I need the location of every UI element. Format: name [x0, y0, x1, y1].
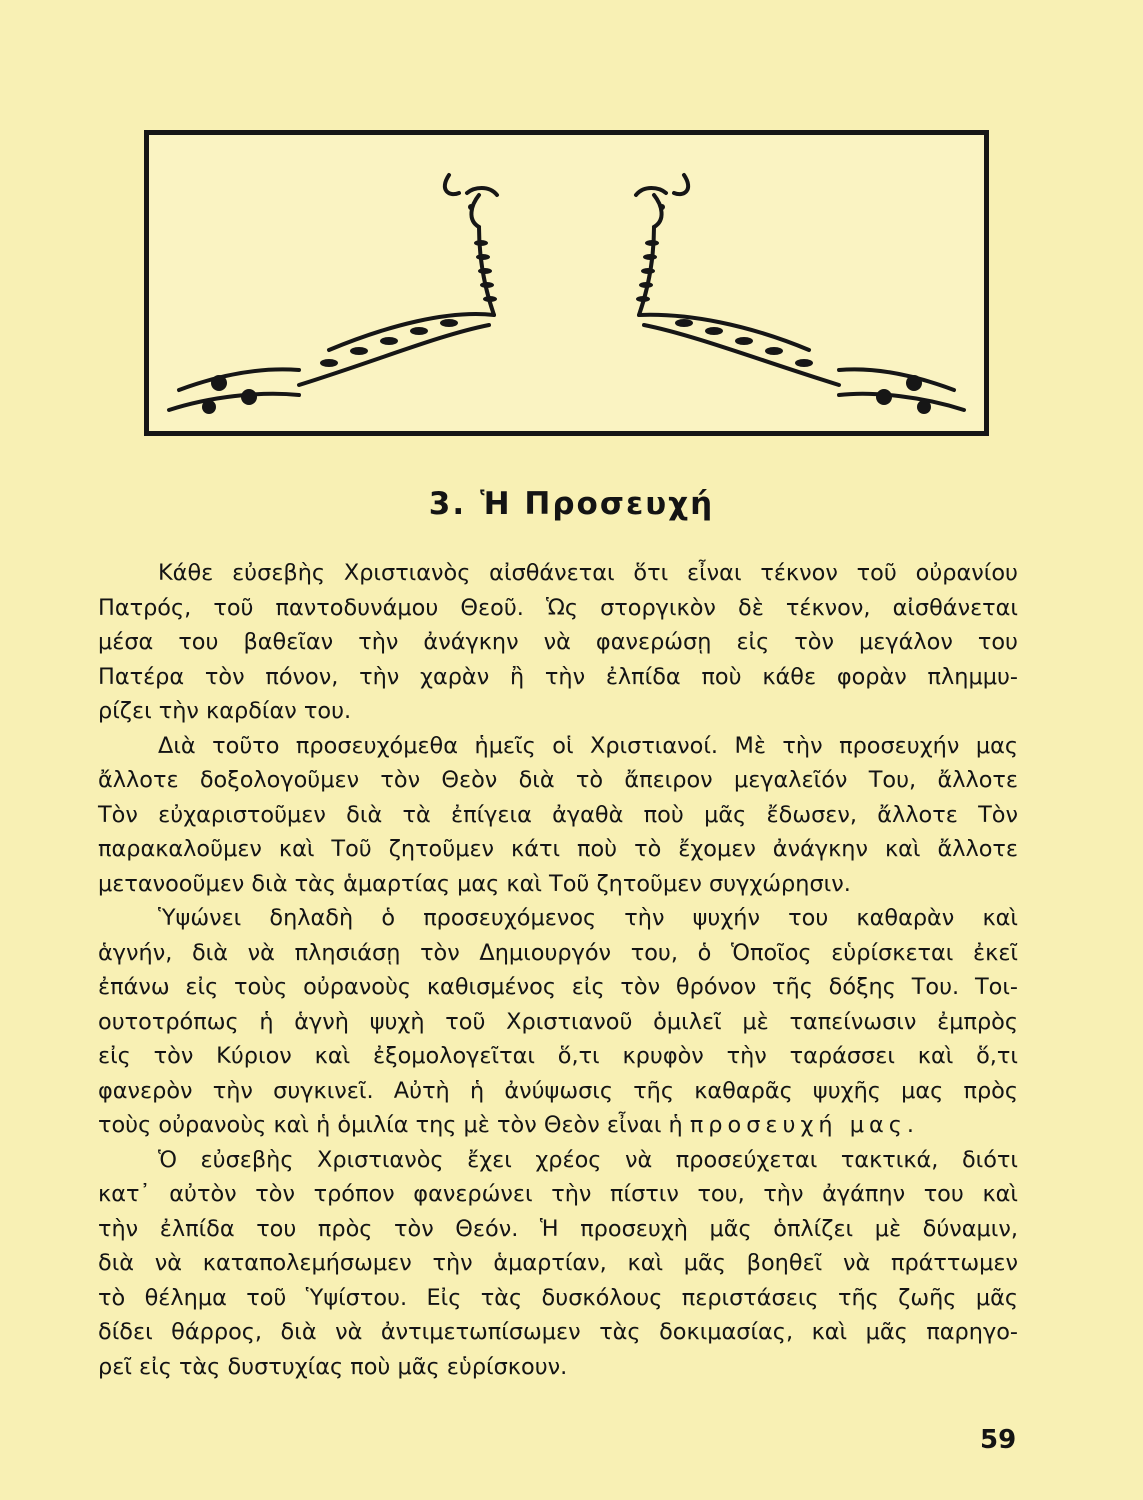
text-line: Κάθε εὐσεβὴς Χριστιανὸς αἰσθάνεται ὅτι εἶναι τέκνον τοῦ οὐρανίου: [158, 560, 1018, 586]
section-title: Ἡ Προσευχή: [480, 486, 715, 522]
text-line: ρεῖ εἰς τὰς δυστυχίας ποὺ μᾶς εὑρίσκουν.: [98, 1353, 568, 1380]
text-line: ἁγνήν, διὰ νὰ πλησιάσῃ τὸν Δημιουργόν του, ὁ Ὁποῖος εὑρίσκεται ἐκεῖ: [98, 939, 1018, 966]
text-line: τὸ θέλημα τοῦ Ὑψίστου. Εἰς τὰς δυσκόλους περιστάσεις τῆς ζωῆς μᾶς: [98, 1284, 1018, 1311]
emphasis-text: προσευχή μας.: [689, 1112, 919, 1138]
page-number: 59: [980, 1425, 1017, 1455]
text-line: Πατέρα τὸν πόνον, τὴν χαρὰν ἢ τὴν ἐλπίδα ποὺ κάθε φορὰν πλημμυ-: [98, 663, 1018, 690]
text-line: [98, 1108, 1018, 1143]
paragraph: [98, 1143, 1018, 1385]
paragraph: [98, 901, 1018, 1143]
text-line: μετανοοῦμεν διὰ τὰς ἁμαρτίας μας καὶ Τοῦ ζητοῦμεν συγχώρησιν.: [98, 870, 851, 897]
text-line: Πατρός, τοῦ παντοδυνάμου Θεοῦ. Ὡς στοργικὸν δὲ τέκνον, αἰσθάνεται: [98, 594, 1018, 621]
text-line: διὰ νὰ καταπολεμήσωμεν τὴν ἁμαρτίαν, καὶ μᾶς βοηθεῖ νὰ πράττωμεν: [98, 1250, 1018, 1276]
text-line: ουτοτρόπως ἡ ἁγνὴ ψυχὴ τοῦ Χριστιανοῦ ὁμιλεῖ μὲ ταπείνωσιν ἐμπρὸς: [98, 1008, 1018, 1035]
text-line: Τὸν εὐχαριστοῦμεν διὰ τὰ ἐπίγεια ἀγαθὰ ποὺ μᾶς ἔδωσεν, ἄλλοτε Τὸν: [98, 801, 1018, 828]
text-line: μέσα του βαθεῖαν τὴν ἀνάγκην νὰ φανερώσῃ εἰς τὸν μεγάλον του: [98, 629, 1018, 655]
text-line: τὴν ἐλπίδα του πρὸς τὸν Θεόν. Ἡ προσευχὴ μᾶς ὁπλίζει μὲ δύναμιν,: [98, 1215, 1018, 1242]
text-line: ἐπάνω εἰς τοὺς οὐρανοὺς καθισμένος εἰς τὸν θρόνον τῆς δόξης Του. Τοι-: [98, 974, 1018, 1000]
text-line: παρακαλοῦμεν καὶ Τοῦ ζητοῦμεν κάτι ποὺ τὸ ἔχομεν ἀνάγκην καὶ ἄλλοτε: [98, 836, 1018, 862]
paragraph: [98, 729, 1018, 902]
paragraph: [98, 556, 1018, 729]
text-line: φανερὸν τὴν συγκινεῖ. Αὐτὴ ἡ ἀνύψωσις τῆς καθαρᾶς ψυχῆς μας πρὸς: [98, 1077, 1018, 1104]
body-text: [98, 556, 1018, 1384]
text-line: κατ᾽ αὐτὸν τὸν τρόπον φανερώνει τὴν πίστιν του, τὴν ἀγάπην του καὶ: [98, 1181, 1018, 1207]
peacocks-ornament-icon: [149, 135, 984, 431]
text-fragment: τοὺς οὐρανοὺς καὶ ἡ ὁμιλία της μὲ τὸν Θεὸν εἶναι ἡ: [98, 1112, 690, 1138]
ornament-frame: [144, 130, 989, 436]
text-line: Διὰ τοῦτο προσευχόμεθα ἡμεῖς οἱ Χριστιανοί. Μὲ τὴν προσευχήν μας: [158, 732, 1018, 759]
text-line: Ὁ εὐσεβὴς Χριστιανὸς ἔχει χρέος νὰ προσεύχεται τακτικά, διότι: [158, 1146, 1018, 1173]
section-number: 3.: [428, 486, 467, 522]
text-line: ρίζει τὴν καρδίαν του.: [98, 698, 352, 724]
text-line: εἰς τὸν Κύριον καὶ ἐξομολογεῖται ὅ,τι κρυφὸν τὴν ταράσσει καὶ ὅ,τι: [98, 1043, 1018, 1069]
text-line: ἄλλοτε δοξολογοῦμεν τὸν Θεὸν διὰ τὸ ἄπειρον μεγαλεῖόν Του, ἄλλοτε: [98, 767, 1018, 793]
text-line: Ὑψώνει δηλαδὴ ὁ προσευχόμενος τὴν ψυχήν του καθαρὰν καὶ: [158, 905, 1018, 931]
section-heading: [0, 486, 1143, 522]
text-line: δίδει θάρρος, διὰ νὰ ἀντιμετωπίσωμεν τὰς δοκιμασίας, καὶ μᾶς παρηγο-: [98, 1319, 1018, 1345]
